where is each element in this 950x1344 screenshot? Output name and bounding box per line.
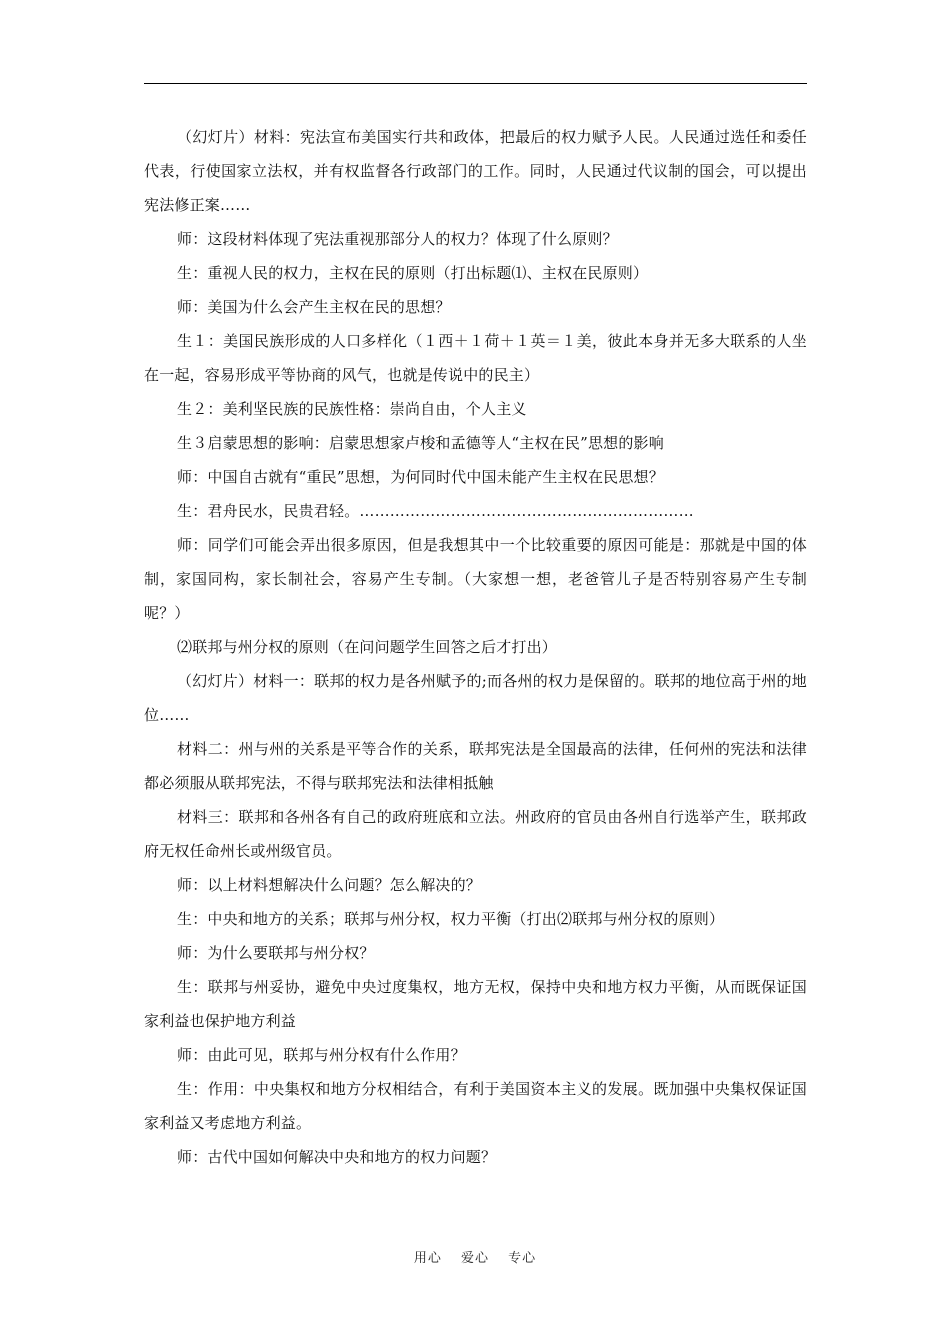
paragraph: 生：重视人民的权力，主权在民的原则（打出标题⑴、主权在民原则） (177, 264, 649, 282)
paragraph: 材料三：联邦和各州各有自己的政府班底和立法。州政府的官员由各州自行选举产生，联邦政府无权任命州长或州级官员。 (144, 808, 807, 860)
document-body (144, 120, 807, 1174)
paragraph: 生２：美利坚民族的民族性格：崇尚自由，个人主义 (177, 400, 527, 418)
paragraph: 生：君舟民水，民贵君轻。………………………………………………………… (177, 502, 694, 520)
paragraph: 师：由此可见，联邦与州分权有什么作用？ (177, 1046, 466, 1064)
paragraph: 生：联邦与州妥协，避免中央过度集权，地方无权，保持中央和地方权力平衡，从而既保证国家利益也保护地方利益 (144, 978, 807, 1030)
paragraph: 生１：美国民族形成的人口多样化（１西＋１荷＋１英＝１美，彼此本身并无多大联系的人坐在一起，容易形成平等协商的风气，也就是传说中的民主） (144, 332, 807, 384)
page-footer: 用心 爱心 专心 (413, 1251, 537, 1266)
paragraph: 师：同学们可能会弄出很多原因，但是我想其中一个比较重要的原因可能是：那就是中国的体制，家国同构，家长制社会，容易产生专制。（大家想一想，老爸管儿子是否特别容易产生专制呢？） (144, 536, 807, 622)
paragraph: （幻灯片）材料：宪法宣布美国实行共和政体，把最后的权力赋予人民。人民通过选任和委任代表，行使国家立法权，并有权监督各行政部门的工作。同时，人民通过代议制的国会，可以提出宪法修正案…… (144, 128, 807, 214)
paragraph: 材料二：州与州的关系是平等合作的关系，联邦宪法是全国最高的法律，任何州的宪法和法律都必须服从联邦宪法，不得与联邦宪法和法律相抵触 (144, 740, 807, 792)
header-rule (144, 83, 807, 84)
paragraph: 生：作用：中央集权和地方分权相结合，有利于美国资本主义的发展。既加强中央集权保证国家利益又考虑地方利益。 (144, 1080, 807, 1132)
paragraph: ⑵联邦与州分权的原则（在问问题学生回答之后才打出） (177, 638, 558, 656)
paragraph: 师：为什么要联邦与州分权？ (177, 944, 375, 962)
paragraph: 师：中国自古就有“重民”思想，为何同时代中国未能产生主权在民思想？ (177, 468, 664, 486)
paragraph: 生：中央和地方的关系；联邦与州分权，权力平衡（打出⑵联邦与州分权的原则） (177, 910, 725, 928)
paragraph: 师：古代中国如何解决中央和地方的权力问题？ (177, 1148, 497, 1166)
paragraph: （幻灯片）材料一：联邦的权力是各州赋予的;而各州的权力是保留的。联邦的地位高于州的地位…… (144, 672, 807, 724)
paragraph: 师：以上材料想解决什么问题？怎么解决的？ (177, 876, 482, 894)
paragraph: 生３启蒙思想的影响：启蒙思想家卢梭和孟德等人“主权在民”思想的影响 (177, 434, 664, 452)
paragraph: 师：美国为什么会产生主权在民的思想？ (177, 298, 451, 316)
paragraph: 师：这段材料体现了宪法重视那部分人的权力？体现了什么原则？ (177, 230, 618, 248)
